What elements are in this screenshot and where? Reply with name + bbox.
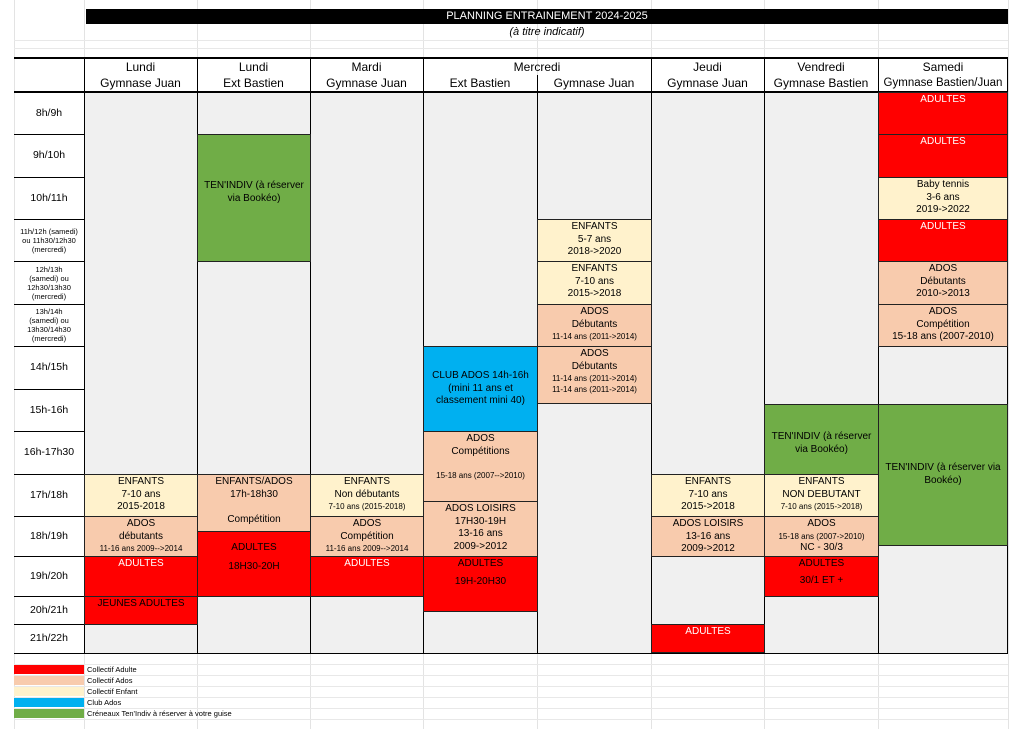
time-label: 21h/22h bbox=[30, 632, 68, 644]
session-block: ADOS 15-18 ans (2007->2010) NC - 30/3 bbox=[764, 516, 879, 557]
session-block: ADULTES bbox=[878, 92, 1008, 135]
time-label: 9h/10h bbox=[32, 149, 66, 161]
day-header: Mardi bbox=[351, 60, 382, 74]
time-label: 19h/20h bbox=[30, 569, 68, 582]
session-block: ADULTES 19H-20H30 bbox=[423, 556, 538, 612]
session-block: ENFANTS 5-7 ans 2018->2020 bbox=[537, 219, 652, 262]
row-line bbox=[14, 261, 84, 262]
session-block: CLUB ADOS 14h-16h (mini 11 ans et classement mini 40) bbox=[423, 346, 538, 432]
session-block: ADULTES 30/1 ET + bbox=[764, 556, 879, 597]
legend-label: Collectif Enfant bbox=[87, 687, 138, 696]
time-label: 12h/13h (samedi) ou 12h30/13h30 (mercredi) bbox=[27, 264, 71, 301]
row-line bbox=[14, 624, 84, 625]
time-label: 11h/12h (samedi) ou 11h30/12h30 (mercredi) bbox=[20, 226, 78, 254]
page-title: PLANNING ENTRAINEMENT 2024-2025 bbox=[86, 9, 1008, 24]
row-line bbox=[14, 346, 84, 347]
session-block: TEN'INDIV (à réserver via Bookéo) bbox=[878, 404, 1008, 546]
session-block: ADOS débutants 11-16 ans 2009-->2014 bbox=[84, 516, 198, 557]
table-border bbox=[14, 57, 1008, 59]
row-line bbox=[14, 134, 84, 135]
session-block: ADULTES bbox=[878, 134, 1008, 178]
day-header: Mercredi bbox=[513, 60, 561, 74]
column-background bbox=[651, 92, 764, 653]
session-block: TEN'INDIV (à réserver via Bookéo) bbox=[197, 134, 311, 262]
gridline bbox=[14, 48, 1008, 49]
row-line bbox=[14, 556, 84, 557]
time-label: 13h/14h (samedi) ou 13h30/14h30 (mercredi) bbox=[27, 307, 71, 343]
row-line bbox=[14, 431, 84, 432]
time-label: 15h-16h bbox=[29, 403, 69, 416]
gridline bbox=[14, 719, 1008, 720]
legend-swatch bbox=[14, 709, 84, 718]
legend-label: Créneaux Ten'Indiv à réserver à votre guise bbox=[87, 709, 232, 718]
session-block: JEUNES ADULTES bbox=[84, 596, 198, 625]
session-block: ADOS Compétition 11-16 ans 2009-->2014 bbox=[310, 516, 424, 557]
session-block: ADOS Compétitions 15-18 ans (2007-->2010) bbox=[423, 431, 538, 502]
legend-label: Collectif Adulte bbox=[87, 665, 137, 674]
venue-header: Gymnase Bastien/Juan bbox=[883, 77, 1003, 89]
session-block: ADOS Compétition 15-18 ans (2007-2010) bbox=[878, 304, 1008, 347]
time-label: 18h/19h bbox=[30, 529, 68, 542]
venue-header: Ext Bastien bbox=[223, 76, 284, 90]
gridline bbox=[1008, 0, 1009, 729]
day-header: Jeudi bbox=[693, 60, 722, 74]
gridline bbox=[14, 664, 1008, 665]
session-block: ADULTES bbox=[878, 219, 1008, 262]
row-line bbox=[14, 219, 84, 220]
time-label: 14h/15h bbox=[30, 361, 68, 373]
session-block: ENFANTS/ADOS 17h-18h30 Compétition bbox=[197, 474, 311, 532]
session-block: ADOS Débutants 11-14 ans (2011->2014) 11-14 ans (2011->2014) bbox=[537, 346, 652, 404]
session-block: ADOS Débutants 11-14 ans (2011->2014) bbox=[537, 304, 652, 347]
session-block: ENFANTS 7-10 ans 2015-2018 bbox=[84, 474, 198, 517]
session-block: ADOS LOISIRS 13-16 ans 2009->2012 bbox=[651, 516, 765, 557]
session-block: ADOS Débutants 2010->2013 bbox=[878, 261, 1008, 305]
time-label: 16h-17h30 bbox=[23, 446, 75, 458]
table-border bbox=[14, 91, 1008, 93]
gridline bbox=[14, 675, 1008, 676]
legend-swatch bbox=[14, 676, 84, 685]
row-line bbox=[14, 516, 84, 517]
table-border bbox=[14, 653, 1008, 654]
venue-header: Ext Bastien bbox=[449, 76, 511, 90]
time-label: 20h/21h bbox=[30, 603, 68, 616]
legend-label: Collectif Ados bbox=[87, 676, 133, 685]
session-block: ADOS LOISIRS 17H30-19H 13-16 ans 2009->2012 bbox=[423, 501, 538, 557]
day-header: Lundi bbox=[125, 60, 156, 74]
session-block: TEN'INDIV (à réserver via Bookéo) bbox=[764, 404, 879, 475]
session-block: ENFANTS Non débutants 7-10 ans (2015-2018) bbox=[310, 474, 424, 517]
session-block: Baby tennis 3-6 ans 2019->2022 bbox=[878, 177, 1008, 220]
row-line bbox=[14, 596, 84, 597]
gridline bbox=[14, 686, 1008, 687]
legend-label: Club Ados bbox=[87, 698, 122, 707]
session-block: ENFANTS NON DEBUTANT 7-10 ans (2015->2018) bbox=[764, 474, 879, 517]
session-block: ENFANTS 7-10 ans 2015->2018 bbox=[651, 474, 765, 517]
page-subtitle: (à titre indicatif) bbox=[509, 26, 585, 38]
legend-swatch bbox=[14, 698, 84, 707]
time-label: 8h/9h bbox=[35, 106, 63, 119]
venue-header: Gymnase Juan bbox=[100, 76, 181, 90]
day-header: Vendredi bbox=[797, 60, 845, 74]
session-block: ADULTES bbox=[651, 624, 765, 653]
session-block: ADULTES bbox=[310, 556, 424, 597]
venue-header: Gymnase Bastien bbox=[773, 76, 869, 90]
session-block: ADULTES 18H30-20H bbox=[197, 531, 311, 597]
session-block: ENFANTS 7-10 ans 2015->2018 bbox=[537, 261, 652, 305]
row-line bbox=[14, 304, 84, 305]
time-label: 17h/18h bbox=[30, 488, 68, 501]
time-label: 10h/11h bbox=[30, 191, 68, 204]
legend-swatch bbox=[14, 665, 84, 674]
venue-header: Gymnase Juan bbox=[326, 76, 407, 90]
venue-header: Gymnase Juan bbox=[667, 76, 748, 90]
day-header: Samedi bbox=[922, 60, 964, 74]
venue-header: Gymnase Juan bbox=[553, 76, 635, 90]
legend-swatch bbox=[14, 687, 84, 696]
session-block: ADULTES bbox=[84, 556, 198, 597]
gridline bbox=[14, 697, 1008, 698]
row-line bbox=[14, 177, 84, 178]
day-header: Lundi bbox=[238, 60, 269, 74]
gridline bbox=[14, 40, 1008, 41]
row-line bbox=[14, 474, 84, 475]
row-line bbox=[14, 389, 84, 390]
